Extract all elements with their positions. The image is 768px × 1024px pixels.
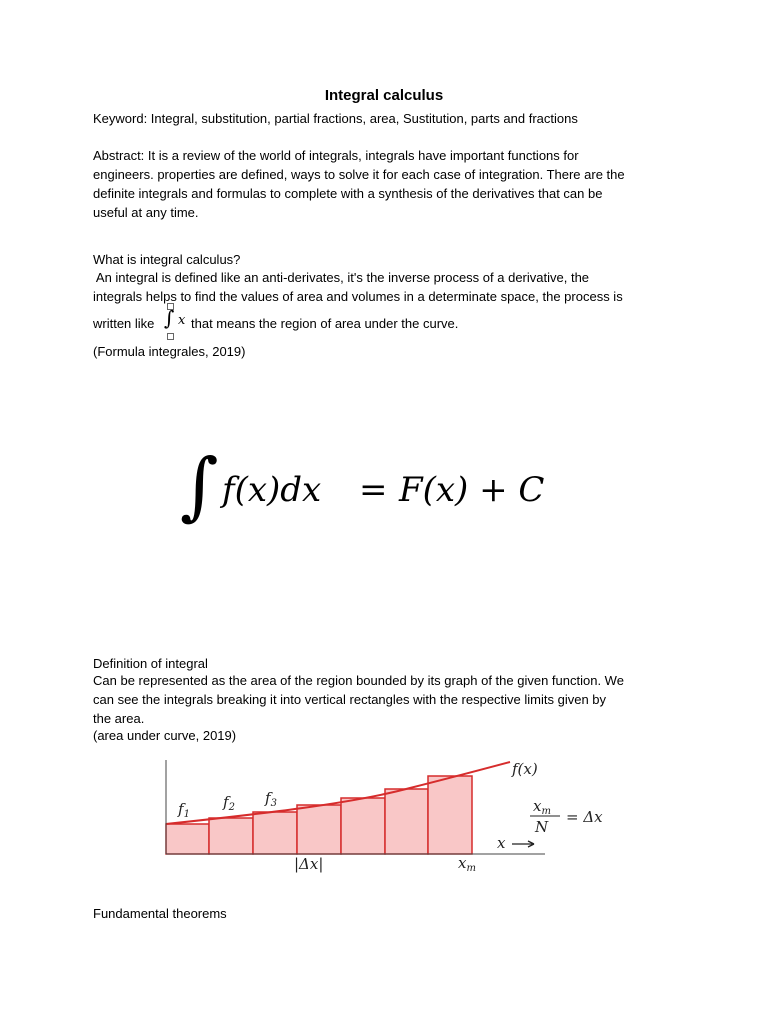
riemann-rectangle	[209, 818, 253, 854]
abstract-line: engineers. properties are defined, ways to solve it for each case of integration. There are the	[93, 167, 625, 182]
integral-symbol-inline: ∫	[164, 306, 175, 330]
abstract-line: useful at any time.	[93, 205, 199, 220]
integrand-inline: x	[178, 313, 186, 328]
xm-label: $x_m$	[458, 854, 476, 874]
curve-label: f(x)	[512, 760, 538, 778]
rect-label-1: $f_1$	[178, 800, 190, 820]
ratio-denominator: N	[535, 818, 549, 836]
definition-paragraph	[93, 671, 624, 728]
integral-symbol-large: ∫	[180, 443, 219, 529]
page-title: Integral calculus	[324, 87, 444, 104]
fundamental-heading: Fundamental theorems	[93, 906, 227, 921]
abstract-paragraph	[93, 146, 625, 222]
riemann-rectangle	[166, 824, 209, 854]
x-axis-label: x	[497, 834, 506, 852]
definition-heading: Definition of integral	[93, 656, 208, 671]
riemann-rectangle	[428, 776, 472, 854]
definition-line: can see the integrals breaking it into vertical rectangles with the respective limits given by	[93, 692, 607, 707]
formula-lhs: f(x)dx	[222, 470, 322, 510]
riemann-rectangle	[341, 798, 385, 854]
written-like-rest: that means the region of area under the curve.	[191, 316, 459, 331]
ratio-numerator: $x_m$	[533, 797, 551, 817]
riemann-rectangle	[385, 789, 428, 854]
abstract-line: definite integrals and formulas to complete with a synthesis of the derivatives that can be	[93, 186, 603, 201]
formula-equals: =	[359, 470, 388, 510]
riemann-rectangle	[253, 812, 297, 854]
ratio-equals-delta: = Δx	[566, 808, 603, 826]
formula-rhs: F(x) + C	[399, 470, 545, 510]
abstract-line: Abstract: It is a review of the world of integrals, integrals have important functions for	[93, 148, 579, 163]
rect-label-2: $f_2$	[223, 793, 235, 813]
what-is-line: integrals helps to find the values of area and volumes in a determinate space, the process is	[93, 289, 623, 304]
delta-x-label: |Δx|	[294, 855, 324, 873]
citation-formula: (Formula integrales, 2019)	[93, 344, 246, 359]
what-is-line: An integral is defined like an anti-derivates, it's the inverse process of a derivative, the	[93, 270, 590, 285]
placeholder-box-icon	[167, 333, 174, 340]
definition-line: the area.	[93, 711, 145, 726]
definition-line: Can be represented as the area of the region bounded by its graph of the given function. We	[93, 673, 624, 688]
keywords-line: Keyword: Integral, substitution, partial fractions, area, Sustitution, parts and fractions	[93, 111, 578, 126]
riemann-rectangle	[297, 805, 341, 854]
area-under-curve-figure	[150, 756, 650, 876]
written-like-label: written like	[93, 316, 155, 331]
what-is-heading: What is integral calculus?	[93, 252, 241, 267]
citation-area: (area under curve, 2019)	[93, 728, 237, 743]
main-formula	[180, 443, 600, 542]
rect-label-3: $f_3$	[265, 789, 277, 809]
